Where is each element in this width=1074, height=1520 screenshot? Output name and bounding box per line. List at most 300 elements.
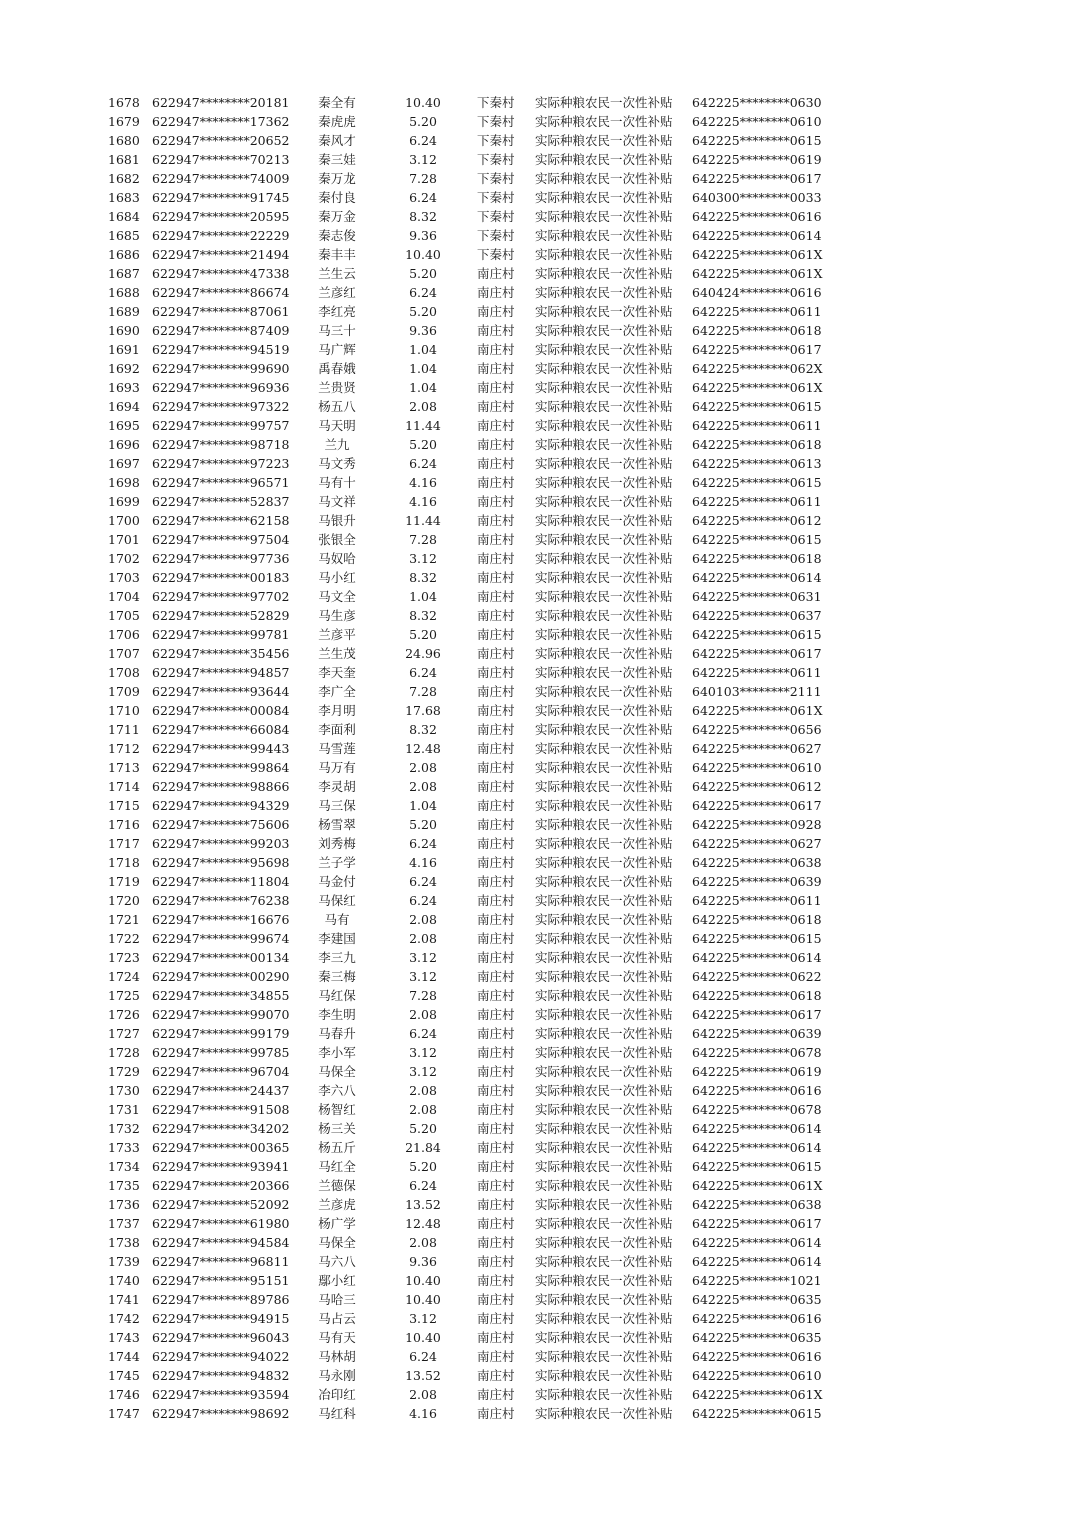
subsidy-type: 实际种粮农民一次性补贴 <box>535 247 673 262</box>
recipient-name: 李生明 <box>318 1007 356 1022</box>
bank-account: 622947********20652 <box>152 133 290 148</box>
table-row <box>0 264 1074 283</box>
bank-account: 622947********97322 <box>152 399 290 414</box>
id-number: 642225********0616 <box>692 1349 822 1364</box>
subsidy-type: 实际种粮农民一次性补贴 <box>535 171 673 186</box>
village: 南庄村 <box>477 1273 515 1288</box>
table-row <box>0 644 1074 663</box>
village: 南庄村 <box>477 304 515 319</box>
recipient-name: 兰九 <box>324 437 350 452</box>
subsidy-type: 实际种粮农民一次性补贴 <box>535 1159 673 1174</box>
recipient-name: 兰彦红 <box>318 285 356 300</box>
village: 下秦村 <box>477 171 515 186</box>
bank-account: 622947********34855 <box>152 988 290 1003</box>
id-number: 642225********0610 <box>692 760 822 775</box>
subsidy-amount: 11.44 <box>405 418 441 433</box>
id-number: 642225********0615 <box>692 475 822 490</box>
subsidy-amount: 5.20 <box>409 627 437 642</box>
recipient-name: 兰生茂 <box>318 646 356 661</box>
id-number: 642225********0627 <box>692 741 822 756</box>
subsidy-amount: 5.20 <box>409 114 437 129</box>
bank-account: 622947********22229 <box>152 228 290 243</box>
bank-account: 622947********99864 <box>152 760 290 775</box>
bank-account: 622947********00290 <box>152 969 290 984</box>
bank-account: 622947********94857 <box>152 665 290 680</box>
recipient-name: 兰彦平 <box>318 627 356 642</box>
village: 南庄村 <box>477 1254 515 1269</box>
row-number: 1727 <box>108 1026 140 1041</box>
subsidy-type: 实际种粮农民一次性补贴 <box>535 1102 673 1117</box>
subsidy-type: 实际种粮农民一次性补贴 <box>535 969 673 984</box>
id-number: 642225********0617 <box>692 1007 822 1022</box>
table-row <box>0 359 1074 378</box>
row-number: 1707 <box>108 646 140 661</box>
id-number: 642225********0639 <box>692 1026 822 1041</box>
bank-account: 622947********96936 <box>152 380 290 395</box>
village: 南庄村 <box>477 665 515 680</box>
recipient-name: 杨五斤 <box>318 1140 356 1155</box>
subsidy-type: 实际种粮农民一次性补贴 <box>535 494 673 509</box>
subsidy-type: 实际种粮农民一次性补贴 <box>535 665 673 680</box>
table-row <box>0 1176 1074 1195</box>
bank-account: 622947********95151 <box>152 1273 290 1288</box>
subsidy-type: 实际种粮农民一次性补贴 <box>535 1140 673 1155</box>
village: 下秦村 <box>477 190 515 205</box>
village: 南庄村 <box>477 760 515 775</box>
village: 下秦村 <box>477 152 515 167</box>
subsidy-type: 实际种粮农民一次性补贴 <box>535 836 673 851</box>
bank-account: 622947********93644 <box>152 684 290 699</box>
recipient-name: 秦万金 <box>318 209 356 224</box>
bank-account: 622947********11804 <box>152 874 290 889</box>
village: 南庄村 <box>477 1178 515 1193</box>
village: 南庄村 <box>477 475 515 490</box>
table-row <box>0 1404 1074 1423</box>
village: 南庄村 <box>477 608 515 623</box>
village: 下秦村 <box>477 209 515 224</box>
table-row <box>0 112 1074 131</box>
id-number: 642225********0615 <box>692 399 822 414</box>
table-row <box>0 929 1074 948</box>
recipient-name: 杨雪翠 <box>318 817 356 832</box>
row-number: 1694 <box>108 399 140 414</box>
village: 南庄村 <box>477 570 515 585</box>
subsidy-amount: 3.12 <box>409 152 437 167</box>
table-row <box>0 169 1074 188</box>
subsidy-amount: 2.08 <box>409 1235 437 1250</box>
subsidy-amount: 7.28 <box>409 171 437 186</box>
bank-account: 622947********76238 <box>152 893 290 908</box>
subsidy-amount: 5.20 <box>409 266 437 281</box>
id-number: 642225********0622 <box>692 969 822 984</box>
village: 南庄村 <box>477 931 515 946</box>
row-number: 1746 <box>108 1387 140 1402</box>
table-row <box>0 568 1074 587</box>
id-number: 642225********0618 <box>692 912 822 927</box>
bank-account: 622947********70213 <box>152 152 290 167</box>
subsidy-type: 实际种粮农民一次性补贴 <box>535 988 673 1003</box>
village: 南庄村 <box>477 1083 515 1098</box>
row-number: 1704 <box>108 589 140 604</box>
recipient-name: 马文祥 <box>318 494 356 509</box>
recipient-name: 秦志俊 <box>318 228 356 243</box>
table-row <box>0 815 1074 834</box>
bank-account: 622947********94519 <box>152 342 290 357</box>
table-row <box>0 283 1074 302</box>
id-number: 642225********061X <box>692 266 823 281</box>
table-row <box>0 606 1074 625</box>
row-number: 1741 <box>108 1292 140 1307</box>
subsidy-type: 实际种粮农民一次性补贴 <box>535 950 673 965</box>
row-number: 1685 <box>108 228 140 243</box>
table-row <box>0 1309 1074 1328</box>
id-number: 642225********061X <box>692 703 823 718</box>
table-row <box>0 1043 1074 1062</box>
table-row <box>0 758 1074 777</box>
id-number: 642225********0616 <box>692 209 822 224</box>
bank-account: 622947********20366 <box>152 1178 290 1193</box>
subsidy-type: 实际种粮农民一次性补贴 <box>535 1064 673 1079</box>
recipient-name: 刘秀梅 <box>318 836 356 851</box>
subsidy-type: 实际种粮农民一次性补贴 <box>535 798 673 813</box>
recipient-name: 李六八 <box>318 1083 356 1098</box>
bank-account: 622947********99443 <box>152 741 290 756</box>
table-row <box>0 1157 1074 1176</box>
row-number: 1686 <box>108 247 140 262</box>
subsidy-type: 实际种粮农民一次性补贴 <box>535 893 673 908</box>
row-number: 1732 <box>108 1121 140 1136</box>
subsidy-amount: 6.24 <box>409 874 437 889</box>
subsidy-amount: 3.12 <box>409 1045 437 1060</box>
recipient-name: 马哈三 <box>318 1292 356 1307</box>
bank-account: 622947********94329 <box>152 798 290 813</box>
id-number: 642225********0617 <box>692 646 822 661</box>
subsidy-amount: 17.68 <box>405 703 441 718</box>
village: 南庄村 <box>477 418 515 433</box>
id-number: 642225********0639 <box>692 874 822 889</box>
id-number: 642225********0627 <box>692 836 822 851</box>
id-number: 640424********0616 <box>692 285 822 300</box>
village: 下秦村 <box>477 114 515 129</box>
row-number: 1714 <box>108 779 140 794</box>
subsidy-type: 实际种粮农民一次性补贴 <box>535 190 673 205</box>
id-number: 642225********0618 <box>692 551 822 566</box>
table-row <box>0 1347 1074 1366</box>
bank-account: 622947********00084 <box>152 703 290 718</box>
subsidy-amount: 8.32 <box>409 722 437 737</box>
row-number: 1689 <box>108 304 140 319</box>
id-number: 642225********0928 <box>692 817 822 832</box>
row-number: 1733 <box>108 1140 140 1155</box>
subsidy-type: 实际种粮农民一次性补贴 <box>535 855 673 870</box>
row-number: 1710 <box>108 703 140 718</box>
bank-account: 622947********93594 <box>152 1387 290 1402</box>
bank-account: 622947********99179 <box>152 1026 290 1041</box>
subsidy-type: 实际种粮农民一次性补贴 <box>535 779 673 794</box>
id-number: 642225********0615 <box>692 133 822 148</box>
subsidy-amount: 8.32 <box>409 608 437 623</box>
row-number: 1718 <box>108 855 140 870</box>
subsidy-type: 实际种粮农民一次性补贴 <box>535 152 673 167</box>
recipient-name: 兰彦虎 <box>318 1197 356 1212</box>
subsidy-amount: 10.40 <box>405 1330 441 1345</box>
village: 南庄村 <box>477 969 515 984</box>
village: 南庄村 <box>477 1007 515 1022</box>
row-number: 1720 <box>108 893 140 908</box>
recipient-name: 李面利 <box>318 722 356 737</box>
bank-account: 622947********97504 <box>152 532 290 547</box>
row-number: 1682 <box>108 171 140 186</box>
row-number: 1715 <box>108 798 140 813</box>
subsidy-amount: 6.24 <box>409 665 437 680</box>
id-number: 642225********0638 <box>692 855 822 870</box>
village: 南庄村 <box>477 456 515 471</box>
bank-account: 622947********35456 <box>152 646 290 661</box>
subsidy-amount: 2.08 <box>409 912 437 927</box>
recipient-name: 兰贵贤 <box>318 380 356 395</box>
bank-account: 622947********99203 <box>152 836 290 851</box>
recipient-name: 马保全 <box>318 1235 356 1250</box>
recipient-name: 马三十 <box>318 323 356 338</box>
subsidy-amount: 4.16 <box>409 475 437 490</box>
village: 南庄村 <box>477 1121 515 1136</box>
table-row <box>0 1081 1074 1100</box>
subsidy-amount: 6.24 <box>409 1178 437 1193</box>
subsidy-amount: 10.40 <box>405 247 441 262</box>
subsidy-type: 实际种粮农民一次性补贴 <box>535 304 673 319</box>
table-row <box>0 245 1074 264</box>
table-row <box>0 321 1074 340</box>
subsidy-amount: 3.12 <box>409 950 437 965</box>
bank-account: 622947********86674 <box>152 285 290 300</box>
id-number: 642225********0618 <box>692 437 822 452</box>
subsidy-amount: 2.08 <box>409 1007 437 1022</box>
subsidy-type: 实际种粮农民一次性补贴 <box>535 285 673 300</box>
recipient-name: 兰子学 <box>318 855 356 870</box>
village: 南庄村 <box>477 874 515 889</box>
subsidy-amount: 6.24 <box>409 1349 437 1364</box>
bank-account: 622947********98718 <box>152 437 290 452</box>
subsidy-amount: 10.40 <box>405 1273 441 1288</box>
subsidy-type: 实际种粮农民一次性补贴 <box>535 912 673 927</box>
subsidy-type: 实际种粮农民一次性补贴 <box>535 608 673 623</box>
bank-account: 622947********96811 <box>152 1254 290 1269</box>
id-number: 642225********1021 <box>692 1273 822 1288</box>
table-row <box>0 986 1074 1005</box>
table-row <box>0 530 1074 549</box>
row-number: 1743 <box>108 1330 140 1345</box>
recipient-name: 马三保 <box>318 798 356 813</box>
subsidy-type: 实际种粮农民一次性补贴 <box>535 1292 673 1307</box>
table-row <box>0 378 1074 397</box>
recipient-name: 马有十 <box>318 475 356 490</box>
table-row <box>0 93 1074 112</box>
village: 南庄村 <box>477 551 515 566</box>
id-number: 642225********0618 <box>692 988 822 1003</box>
village: 南庄村 <box>477 1311 515 1326</box>
bank-account: 622947********94915 <box>152 1311 290 1326</box>
village: 南庄村 <box>477 741 515 756</box>
subsidy-type: 实际种粮农民一次性补贴 <box>535 418 673 433</box>
subsidy-type: 实际种粮农民一次性补贴 <box>535 1311 673 1326</box>
recipient-name: 李建国 <box>318 931 356 946</box>
id-number: 642225********0637 <box>692 608 822 623</box>
bank-account: 622947********94832 <box>152 1368 290 1383</box>
row-number: 1747 <box>108 1406 140 1421</box>
table-row <box>0 720 1074 739</box>
bank-account: 622947********34202 <box>152 1121 290 1136</box>
village: 南庄村 <box>477 323 515 338</box>
bank-account: 622947********97223 <box>152 456 290 471</box>
row-number: 1719 <box>108 874 140 889</box>
subsidy-type: 实际种粮农民一次性补贴 <box>535 342 673 357</box>
id-number: 642225********0638 <box>692 1197 822 1212</box>
recipient-name: 禹春娥 <box>318 361 356 376</box>
row-number: 1687 <box>108 266 140 281</box>
recipient-name: 马文全 <box>318 589 356 604</box>
row-number: 1703 <box>108 570 140 585</box>
village: 南庄村 <box>477 1406 515 1421</box>
subsidy-amount: 2.08 <box>409 1083 437 1098</box>
subsidy-amount: 7.28 <box>409 532 437 547</box>
id-number: 642225********0678 <box>692 1102 822 1117</box>
id-number: 642225********0678 <box>692 1045 822 1060</box>
recipient-name: 马红全 <box>318 1159 356 1174</box>
subsidy-amount: 2.08 <box>409 760 437 775</box>
id-number: 642225********0612 <box>692 513 822 528</box>
village: 南庄村 <box>477 589 515 604</box>
village: 南庄村 <box>477 1197 515 1212</box>
row-number: 1735 <box>108 1178 140 1193</box>
bank-account: 622947********00183 <box>152 570 290 585</box>
subsidy-amount: 6.24 <box>409 893 437 908</box>
bank-account: 622947********00365 <box>152 1140 290 1155</box>
row-number: 1708 <box>108 665 140 680</box>
bank-account: 622947********52092 <box>152 1197 290 1212</box>
row-number: 1696 <box>108 437 140 452</box>
subsidy-type: 实际种粮农民一次性补贴 <box>535 741 673 756</box>
recipient-name: 李广全 <box>318 684 356 699</box>
row-number: 1702 <box>108 551 140 566</box>
subsidy-amount: 6.24 <box>409 456 437 471</box>
village: 下秦村 <box>477 247 515 262</box>
subsidy-amount: 3.12 <box>409 1311 437 1326</box>
bank-account: 622947********96043 <box>152 1330 290 1345</box>
id-number: 642225********061X <box>692 1387 823 1402</box>
table-row <box>0 777 1074 796</box>
recipient-name: 马春升 <box>318 1026 356 1041</box>
bank-account: 622947********97736 <box>152 551 290 566</box>
id-number: 642225********0610 <box>692 114 822 129</box>
id-number: 642225********061X <box>692 380 823 395</box>
bank-account: 622947********00134 <box>152 950 290 965</box>
subsidy-type: 实际种粮农民一次性补贴 <box>535 589 673 604</box>
table-row <box>0 739 1074 758</box>
row-number: 1725 <box>108 988 140 1003</box>
recipient-name: 马奴哈 <box>318 551 356 566</box>
id-number: 642225********0612 <box>692 779 822 794</box>
subsidy-amount: 9.36 <box>409 1254 437 1269</box>
subsidy-amount: 2.08 <box>409 1387 437 1402</box>
subsidy-type: 实际种粮农民一次性补贴 <box>535 1235 673 1250</box>
table-row <box>0 549 1074 568</box>
village: 南庄村 <box>477 684 515 699</box>
subsidy-type: 实际种粮农民一次性补贴 <box>535 114 673 129</box>
id-number: 642225********0614 <box>692 1140 822 1155</box>
village: 南庄村 <box>477 494 515 509</box>
subsidy-amount: 6.24 <box>409 285 437 300</box>
subsidy-amount: 4.16 <box>409 855 437 870</box>
row-number: 1698 <box>108 475 140 490</box>
recipient-name: 马占云 <box>318 1311 356 1326</box>
table-row <box>0 454 1074 473</box>
village: 南庄村 <box>477 1235 515 1250</box>
row-number: 1693 <box>108 380 140 395</box>
subsidy-amount: 6.24 <box>409 133 437 148</box>
bank-account: 622947********87409 <box>152 323 290 338</box>
subsidy-amount: 4.16 <box>409 1406 437 1421</box>
id-number: 642225********0611 <box>692 304 822 319</box>
row-number: 1678 <box>108 95 140 110</box>
recipient-name: 马文秀 <box>318 456 356 471</box>
bank-account: 622947********66084 <box>152 722 290 737</box>
row-number: 1722 <box>108 931 140 946</box>
village: 南庄村 <box>477 1292 515 1307</box>
subsidy-amount: 24.96 <box>405 646 441 661</box>
row-number: 1681 <box>108 152 140 167</box>
recipient-name: 李灵胡 <box>318 779 356 794</box>
recipient-name: 马金付 <box>318 874 356 889</box>
subsidy-amount: 5.20 <box>409 437 437 452</box>
table-row <box>0 701 1074 720</box>
id-number: 642225********0631 <box>692 589 822 604</box>
subsidy-amount: 2.08 <box>409 399 437 414</box>
bank-account: 622947********94584 <box>152 1235 290 1250</box>
subsidy-amount: 5.20 <box>409 1159 437 1174</box>
recipient-name: 李月明 <box>318 703 356 718</box>
recipient-name: 马小红 <box>318 570 356 585</box>
subsidy-amount: 13.52 <box>405 1197 441 1212</box>
subsidy-amount: 8.32 <box>409 209 437 224</box>
subsidy-type: 实际种粮农民一次性补贴 <box>535 1349 673 1364</box>
village: 南庄村 <box>477 722 515 737</box>
row-number: 1701 <box>108 532 140 547</box>
village: 南庄村 <box>477 285 515 300</box>
subsidy-type: 实际种粮农民一次性补贴 <box>535 1197 673 1212</box>
row-number: 1706 <box>108 627 140 642</box>
subsidy-amount: 3.12 <box>409 969 437 984</box>
row-number: 1739 <box>108 1254 140 1269</box>
recipient-name: 马保全 <box>318 1064 356 1079</box>
bank-account: 622947********99690 <box>152 361 290 376</box>
recipient-name: 杨广学 <box>318 1216 356 1231</box>
table-row <box>0 226 1074 245</box>
row-number: 1729 <box>108 1064 140 1079</box>
village: 南庄村 <box>477 1026 515 1041</box>
row-number: 1723 <box>108 950 140 965</box>
id-number: 642225********0656 <box>692 722 822 737</box>
id-number: 642225********0618 <box>692 323 822 338</box>
subsidy-amount: 5.20 <box>409 304 437 319</box>
table-row <box>0 473 1074 492</box>
subsidy-type: 实际种粮农民一次性补贴 <box>535 380 673 395</box>
row-number: 1726 <box>108 1007 140 1022</box>
row-number: 1717 <box>108 836 140 851</box>
table-row <box>0 131 1074 150</box>
row-number: 1724 <box>108 969 140 984</box>
village: 南庄村 <box>477 950 515 965</box>
subsidy-amount: 3.12 <box>409 1064 437 1079</box>
